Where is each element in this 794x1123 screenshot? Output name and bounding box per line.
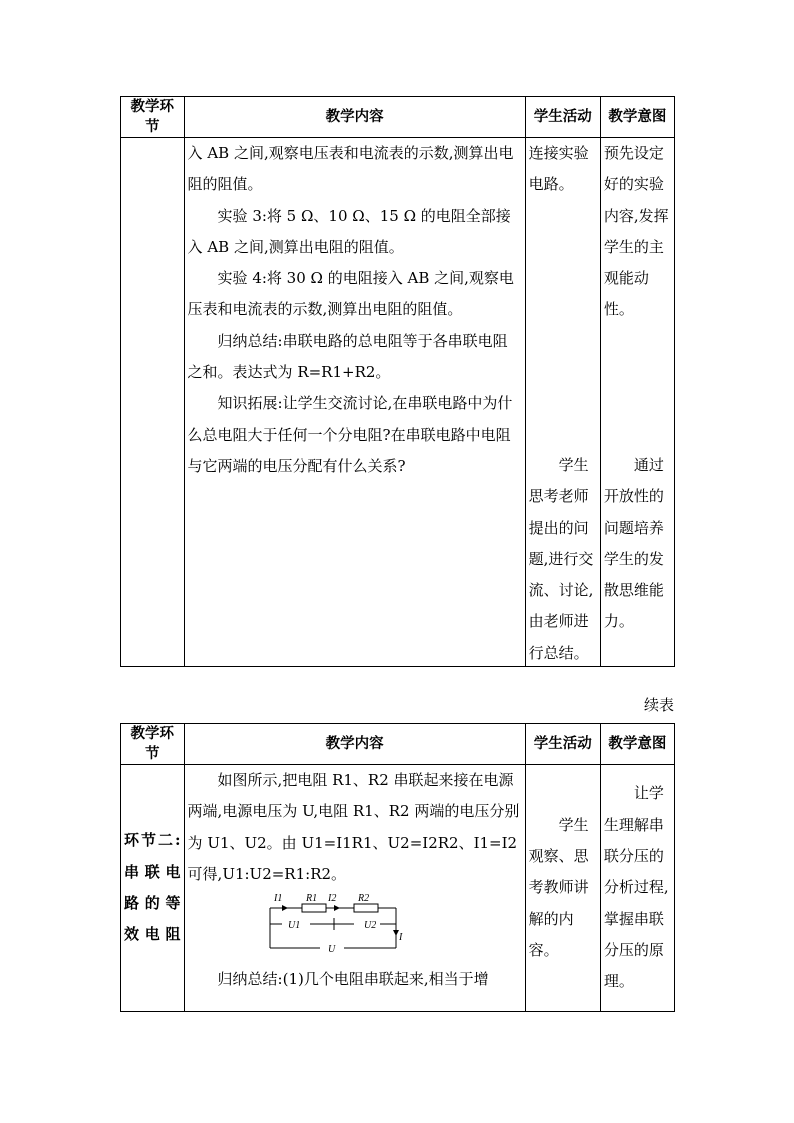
intent-cell: [600, 138, 674, 667]
table-row: [121, 138, 675, 667]
content-cell: [184, 138, 525, 667]
content-line: 实验 4:将 30 Ω 的电阻接入 AB 之间,观察电压表和电流表的示数,测算出电阻的阻值。: [187, 269, 514, 319]
content-paragraph: 如图所示,把电阻 R1、R2 串联起来接在电源两端,电源电压为 U,电阻 R1、R2 两端的电压分别为 U1、U2。由 U1=I1R1、U2=I2R2、I1=I2 可得,U1:U2=R1:R2。: [187, 771, 520, 883]
header-content: 教学内容: [184, 724, 525, 765]
content-line: 入 AB 之间,观察电压表和电流表的示数,测算出电阻的阻值。: [187, 144, 514, 194]
intent-text: 通过开放性的问题培养学生的发散思维能力。: [603, 456, 664, 631]
label-u: U: [327, 944, 335, 956]
content-cell: [184, 765, 525, 1012]
activity-text: 学生思考老师提出的问题,进行交流、讨论,由老师进行总结。: [528, 456, 594, 662]
intent-text: 让学生理解串联分压的分析过程,掌握串联分压的原理。: [603, 784, 669, 991]
header-intent: 教学意图: [600, 97, 674, 138]
label-i2: I2: [327, 893, 336, 905]
header-activity: 学生活动: [525, 724, 600, 765]
header-content: 教学内容: [184, 97, 525, 138]
content-line: 归纳总结:串联电路的总电阻等于各串联电阻之和。表达式为 R=R1+R2。: [187, 331, 508, 382]
header-intent: 教学意图: [600, 724, 674, 765]
activity-cell: [525, 765, 600, 1012]
lesson-table-1: [120, 96, 675, 667]
content-line: 知识拓展:让学生交流讨论,在串联电路中为什么总电阻大于任何一个分电阻?在串联电路中电阻与它两端的电压分配有什么关系?: [187, 394, 513, 475]
header-stage: 教学环节: [121, 97, 185, 138]
continued-label: 续表: [643, 696, 674, 714]
activity-cell: [525, 138, 600, 667]
intent-text: 预先设定好的实验内容,发挥学生的主观能动性。: [603, 144, 669, 319]
activity-text: 连接实验电路。: [528, 144, 589, 194]
content-line: 实验 3:将 5 Ω、10 Ω、15 Ω 的电阻全部接入 AB 之间,测算出电阻的阻值。: [187, 206, 511, 256]
stage-label: 环节二:串联电路的等效电阻: [124, 831, 181, 944]
label-i1: I1: [273, 893, 282, 905]
label-r2: R2: [357, 893, 369, 905]
activity-text: 学生观察、思考教师讲解的内容。: [528, 815, 589, 959]
stage-cell: [121, 765, 185, 1012]
lesson-table-2: [120, 723, 675, 1012]
label-i: I: [398, 932, 402, 944]
table-header-row: [121, 97, 675, 138]
header-activity: 学生活动: [525, 97, 600, 138]
table-row: [121, 765, 675, 1012]
label-u1: U1: [287, 920, 300, 932]
label-u2: U2: [363, 920, 376, 932]
stage-cell: [121, 138, 185, 667]
intent-cell: [600, 765, 674, 1012]
label-r1: R1: [305, 893, 317, 905]
content-paragraph: 归纳总结:(1)几个电阻串联起来,相当于增: [217, 970, 489, 989]
series-circuit-diagram: [264, 892, 404, 960]
header-stage: 教学环节: [121, 724, 185, 765]
table-header-row: [121, 724, 675, 765]
